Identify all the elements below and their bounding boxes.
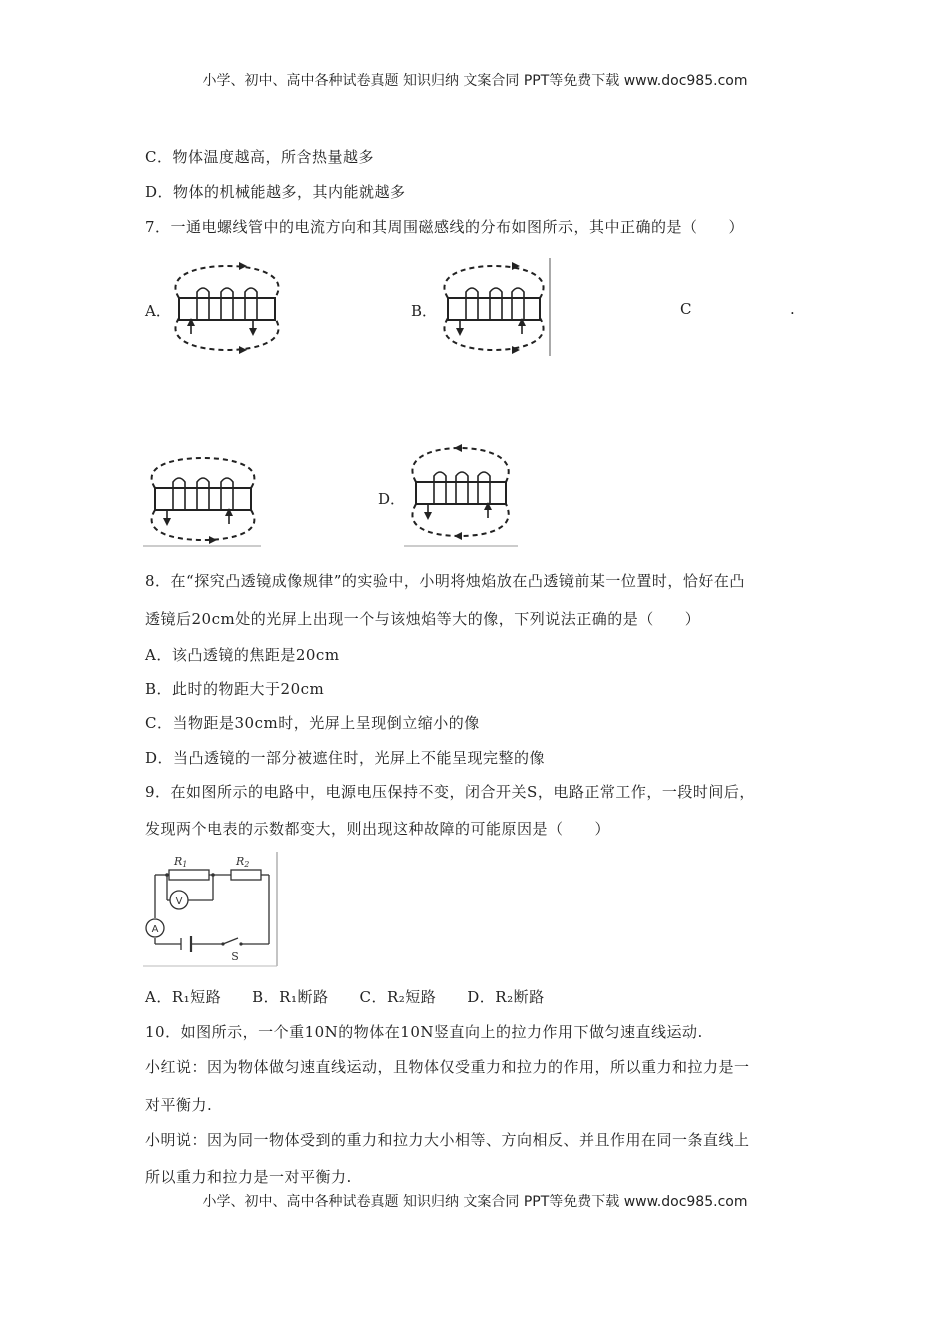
q9-stem-line2: 发现两个电表的示数都变大，则出现这种故障的可能原因是（ ） (145, 820, 611, 838)
switch-label: S (231, 950, 239, 963)
q7-figure-d (400, 440, 522, 548)
q9-stem-line1: 9．在如图所示的电路中，电源电压保持不变，闭合开关S，电路正常工作，一段时间后， (145, 783, 755, 801)
q10-xiaohong-line1: 小红说：因为物体做匀速直线运动，且物体仅受重力和拉力的作用，所以重力和拉力是一 (145, 1058, 750, 1076)
q7-figure-c (143, 452, 263, 550)
q7-label-d: D． (378, 490, 406, 508)
q7-label-c: C (680, 300, 692, 318)
page-header: 小学、初中、高中各种试卷真题 知识归纳 文案合同 PPT等免费下载 www.doc985.com (202, 73, 748, 89)
q7-label-b: B． (411, 302, 438, 320)
r1-label: R1 (174, 855, 188, 869)
q10-xiaoming-line1: 小明说：因为同一物体受到的重力和拉力大小相等、方向相反、并且作用在同一条直线上 (145, 1131, 750, 1149)
q7-label-dot: . (790, 300, 795, 318)
q7-figure-a (165, 258, 290, 358)
resistor-r2 (231, 870, 261, 880)
q7-figure-b (432, 258, 557, 358)
q8-option-d: D．当凸透镜的一部分被遮住时，光屏上不能呈现完整的像 (145, 749, 546, 767)
q8-stem-line2: 透镜后20cm处的光屏上出现一个与该烛焰等大的像，下列说法正确的是（ ） (145, 610, 701, 628)
page-footer: 小学、初中、高中各种试卷真题 知识归纳 文案合同 PPT等免费下载 www.doc985.com (202, 1194, 748, 1210)
q9-circuit-diagram (143, 852, 283, 970)
resistor-r1 (169, 870, 209, 880)
q10-xiaohong-line2: 对平衡力. (145, 1096, 213, 1114)
q7-stem: 7．一通电螺线管中的电流方向和其周围磁感线的分布如图所示，其中正确的是（ ） (145, 218, 745, 236)
q6-option-d: D．物体的机械能越多，其内能就越多 (145, 183, 406, 201)
ammeter-label: A (151, 924, 159, 935)
q9-options: A．R₁短路 B．R₁断路 C．R₂短路 D．R₂断路 (145, 988, 545, 1006)
q8-option-a: A．该凸透镜的焦距是20cm (145, 646, 340, 664)
r2-label: R2 (236, 855, 250, 869)
q8-option-b: B．此时的物距大于20cm (145, 680, 325, 698)
q10-stem: 10．如图所示，一个重10N的物体在10N竖直向上的拉力作用下做匀速直线运动. (145, 1023, 703, 1041)
q7-label-a: A． (145, 302, 171, 320)
q8-option-c: C．当物距是30cm时，光屏上呈现倒立缩小的像 (145, 714, 480, 732)
q10-xiaoming-line2: 所以重力和拉力是一对平衡力. (145, 1168, 352, 1186)
q8-stem-line1: 8．在“探究凸透镜成像规律”的实验中，小明将烛焰放在凸透镜前某一位置时，恰好在凸 (145, 572, 745, 590)
voltmeter-label: V (175, 896, 183, 907)
q6-option-c: C．物体温度越高，所含热量越多 (145, 148, 374, 166)
